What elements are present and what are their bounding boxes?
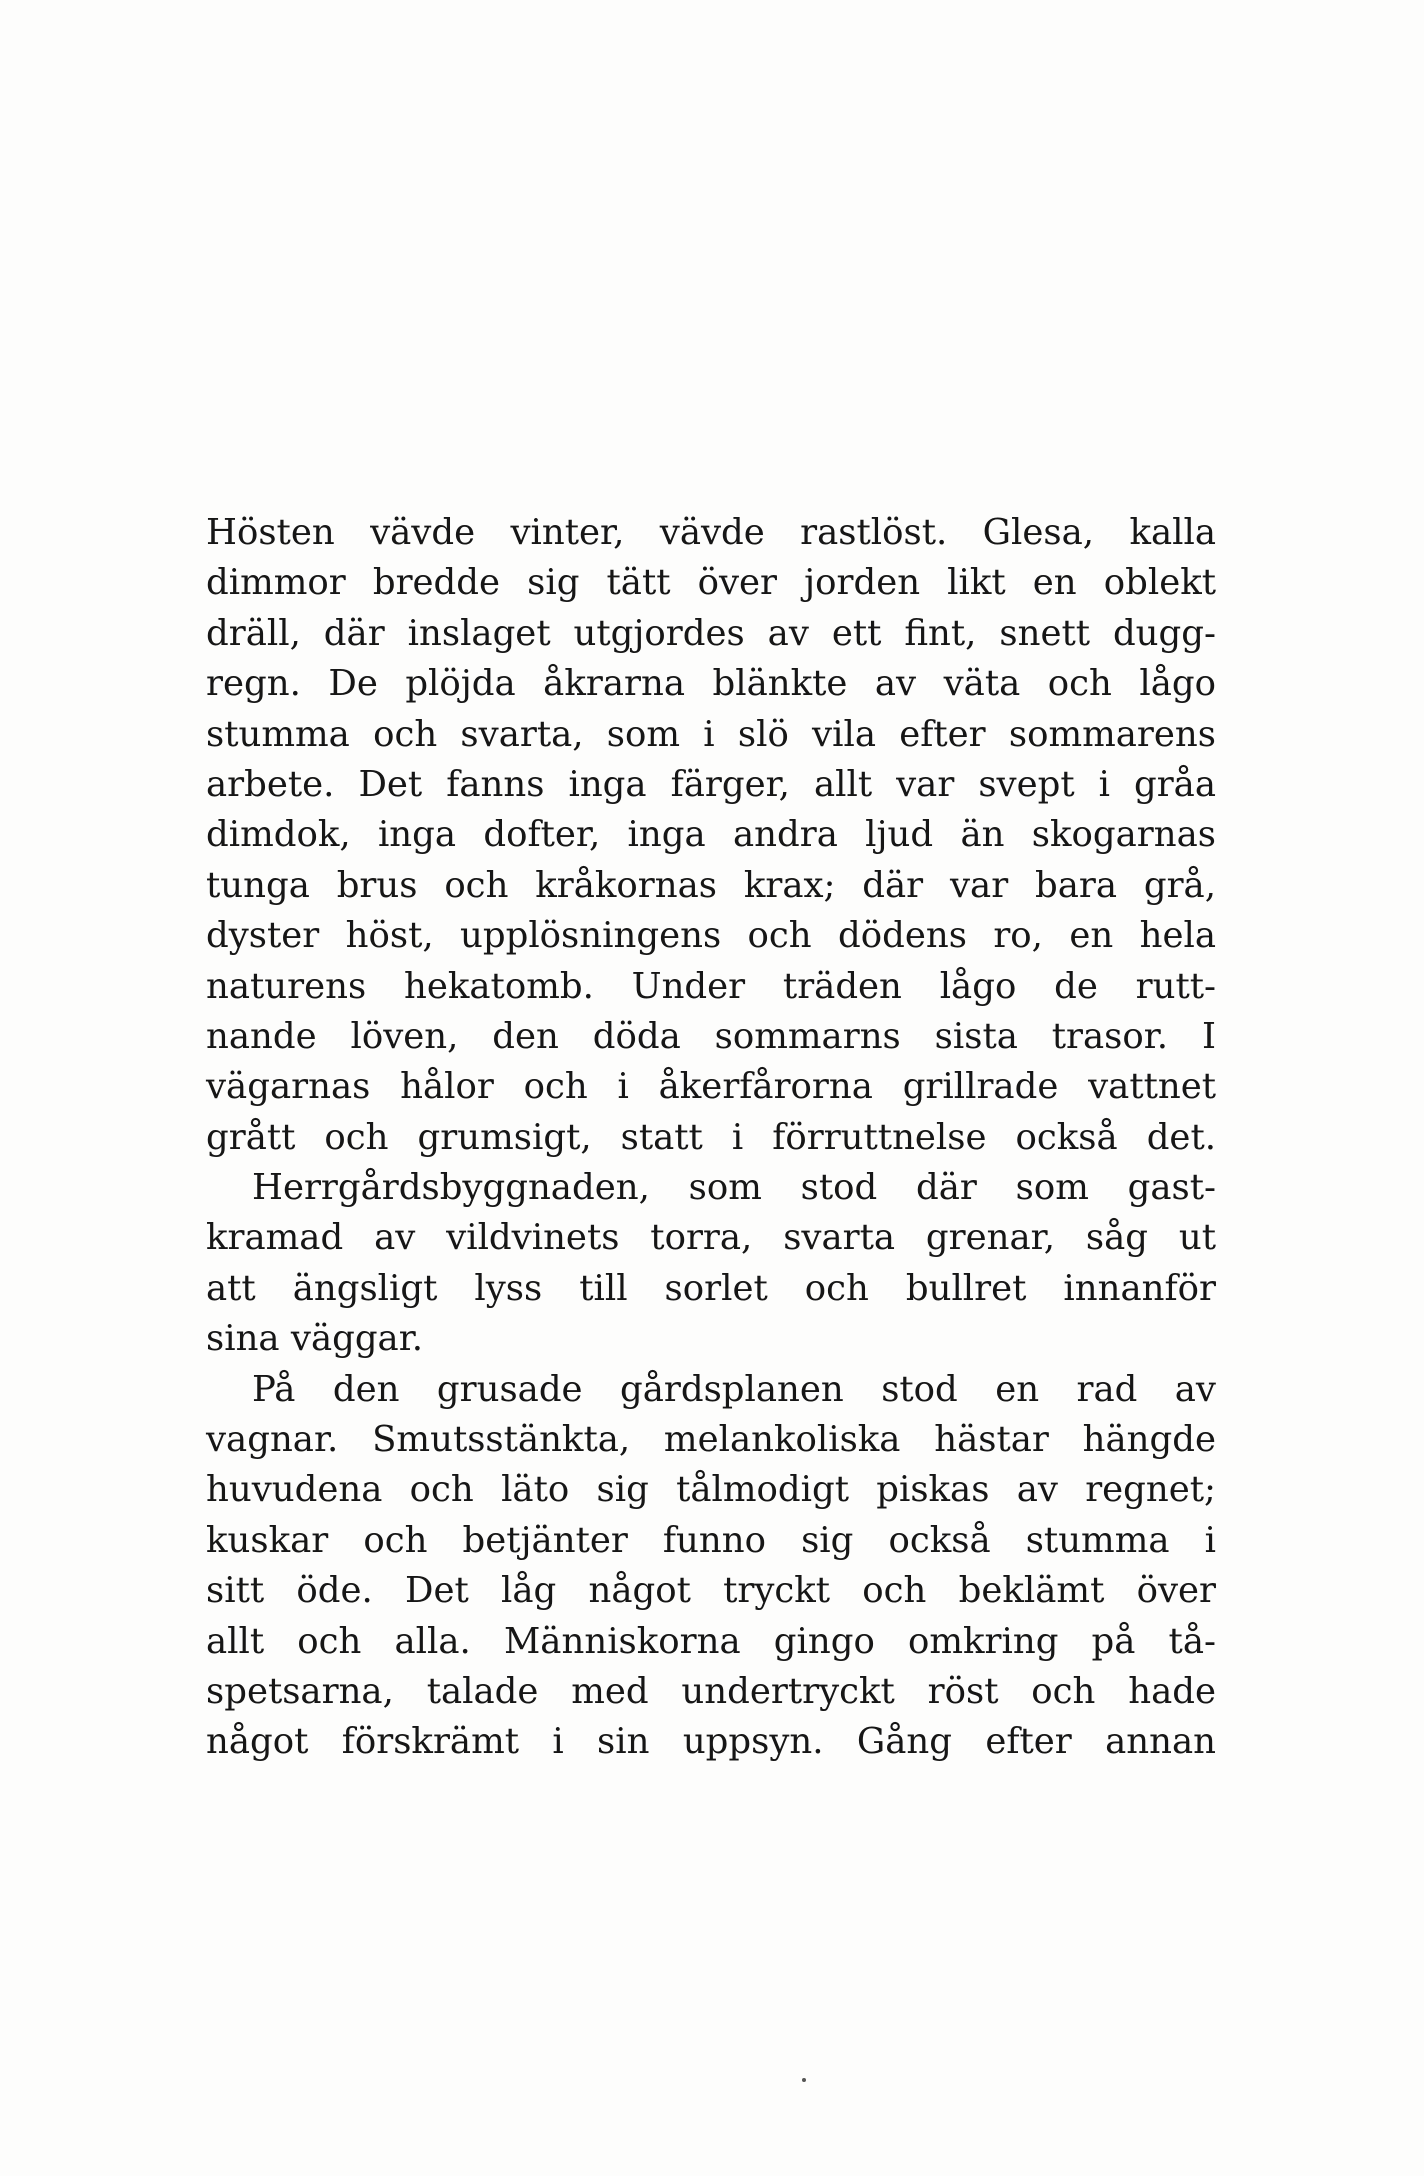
text-line: sitt öde. Det låg något tryckt och beklämt över bbox=[206, 1570, 1216, 1612]
text-line: dräll, där inslaget utgjordes av ett fint, snett dugg- bbox=[206, 612, 1216, 654]
text-line: naturens hekatomb. Under träden lågo de rutt- bbox=[206, 965, 1216, 1007]
text-line: nande löven, den döda sommarns sista trasor. I bbox=[206, 1015, 1216, 1057]
text-line: spetsarna, talade med undertryckt röst och hade bbox=[206, 1670, 1216, 1712]
text-line: dimmor bredde sig tätt över jorden likt en oblekt bbox=[206, 562, 1216, 604]
text-line: vägarnas hålor och i åkerfårorna grillrade vattnet bbox=[206, 1066, 1216, 1108]
text-line: vagnar. Smutsstänkta, melankoliska hästar hängde bbox=[206, 1419, 1216, 1461]
paragraph-start-line: Herrgårdsbyggnaden, som stod där som gast- bbox=[252, 1167, 1216, 1209]
text-line: kuskar och betjänter funno sig också stumma i bbox=[206, 1519, 1216, 1561]
text-line: regn. De plöjda åkrarna blänkte av väta och lågo bbox=[206, 663, 1216, 705]
text-line: huvudena och läto sig tålmodigt piskas av regnet; bbox=[206, 1469, 1216, 1511]
text-line: att ängsligt lyss till sorlet och bullret innanför bbox=[206, 1267, 1216, 1309]
text-line: dimdok, inga dofter, inga andra ljud än skogarnas bbox=[206, 814, 1216, 856]
text-line: kramad av vildvinets torra, svarta grenar, såg ut bbox=[206, 1217, 1216, 1259]
text-line: dyster höst, upplösningens och dödens ro, en hela bbox=[206, 915, 1216, 957]
paragraph-end-line: sina väggar. bbox=[206, 1318, 424, 1360]
text-line: Hösten vävde vinter, vävde rastlöst. Glesa, kalla bbox=[206, 512, 1216, 553]
print-speck bbox=[802, 2078, 806, 2082]
paragraph-start-line: På den grusade gårdsplanen stod en rad av bbox=[252, 1368, 1216, 1410]
text-line: tunga brus och kråkornas krax; där var bara grå, bbox=[206, 864, 1216, 906]
text-line: grått och grumsigt, statt i förruttnelse också det. bbox=[206, 1116, 1216, 1158]
text-line: stumma och svarta, som i slö vila efter sommarens bbox=[206, 713, 1216, 755]
text-line: allt och alla. Människorna gingo omkring på tå- bbox=[206, 1620, 1216, 1662]
text-line: arbete. Det fanns inga färger, allt var svept i gråa bbox=[206, 763, 1216, 805]
page-text bbox=[206, 508, 1216, 1768]
text-line: något förskrämt i sin uppsyn. Gång efter annan bbox=[206, 1721, 1216, 1763]
